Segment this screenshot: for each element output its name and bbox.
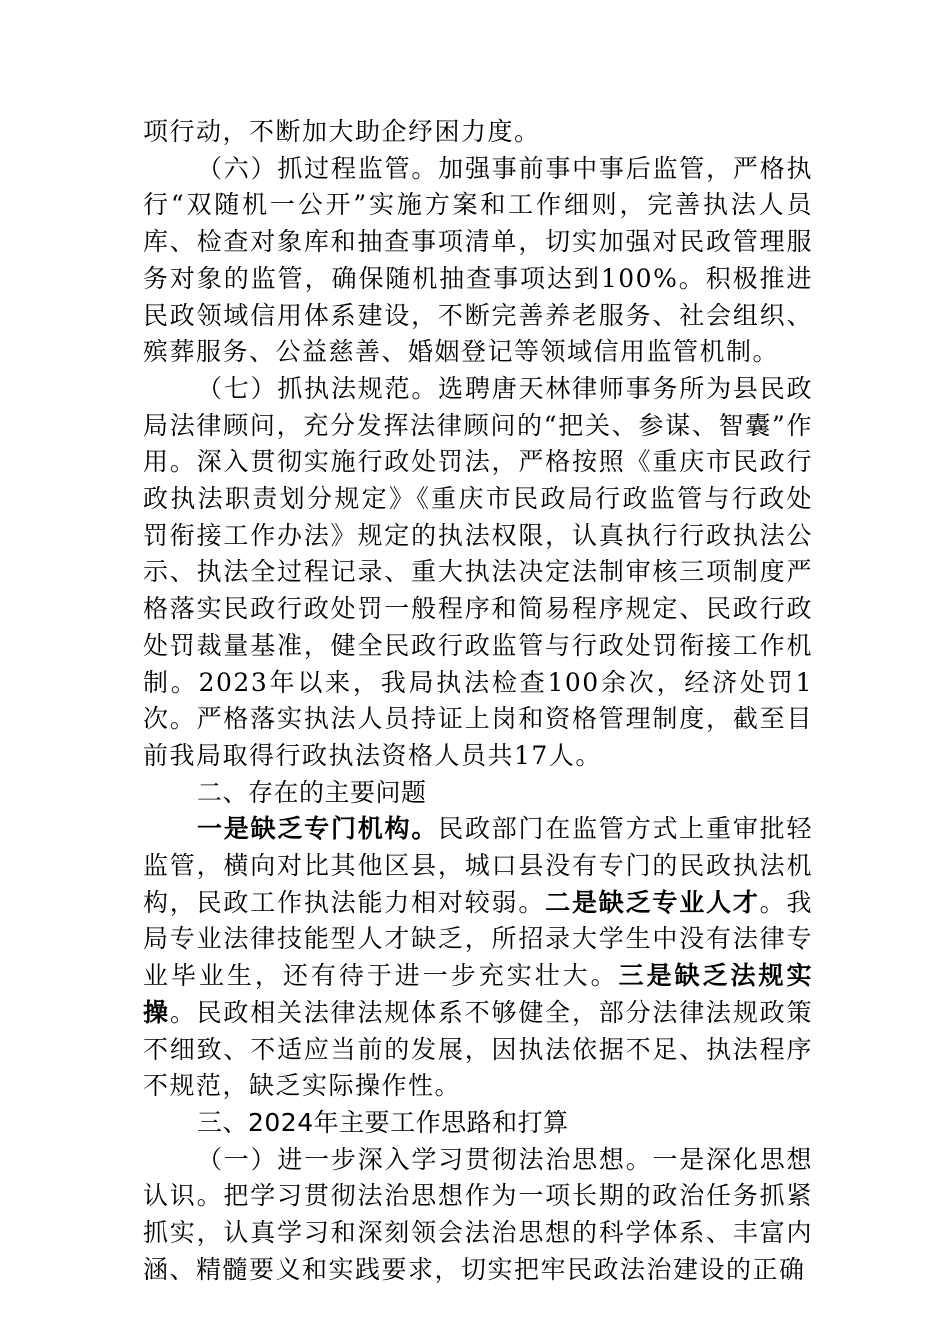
problem-one-text: 民政部门在监管方式上重审批轻监管，横向对比其他区县，城口县没有专门的民政执法机构，民政工作执法能力相对较弱。 [143,814,813,917]
problem-two-text: 。我局专业法律技能型人才缺乏，所招录大学生中没有法律专业毕业生，还有待于进一步充实壮大。 [143,887,813,991]
section-heading-problems: 二、存在的主要问题 [197,777,427,807]
paragraph-process-supervision: （六）抓过程监管。加强事前事中事后监管，严格执行“双随机一公开”实施方案和工作细则，完善执法人员库、检查对象库和抽查事项清单，切实加强对民政管理服务对象的监管，确保随机抽查事项达到100%。积极推进民政领域信用体系建设，不断完善养老服务、社会组织、殡葬服务、公益慈善、婚姻登记等领域信用监管机制。 [143,153,813,367]
problem-one-title: 一是缺乏专门机构。 [197,814,439,844]
problem-two-title: 二是缺乏专业人才 [545,887,760,917]
paragraph-continued: 项行动，不断加大助企纾困力度。 [143,117,541,146]
section-heading-plans: 三、2024年主要工作思路和打算 [197,1107,569,1137]
paragraph-law-enforcement: （七）抓执法规范。选聘唐天林律师事务所为县民政局法律顾问，充分发挥法律顾问的“把关、参谋、智囊”作用。深入贯彻实施行政处罚法，严格按照《重庆市民政行政执法职责划分规定》《重庆市民政局行政监管与行政处罚衔接工作办法》规定的执法权限，认真执行行政执法公示、执法全过程记录、重大执法决定法制审核三项制度严格落实民政行政处罚一般程序和简易程序规定、民政行政处罚裁量基准，健全民政行政监管与行政处罚衔接工作机制。2023年以来，我局执法检查100余次，经济处罚1次。严格落实执法人员持证上岗和资格管理制度，截至目前我局取得行政执法资格人员共17人。 [143,373,813,770]
document-body [143,114,813,1289]
paragraph-problems [143,811,813,1105]
paragraph-study-rule-of-law: （一）进一步深入学习贯彻法治思想。一是深化思想认识。把学习贯彻法治思想作为一项长期的政治任务抓紧抓实，认真学习和深刻领会法治思想的科学体系、丰富内涵、精髓要义和实践要求，切实把牢民政法治建设的正确 [143,1144,813,1284]
problem-three-title: 三是缺乏法规实操 [143,961,813,1027]
problem-three-text: 。民政相关法律法规体系不够健全，部分法律法规政策不细致、不适应当前的发展，因执法依据不足、执法程序不规范，缺乏实际操作性。 [143,997,813,1101]
